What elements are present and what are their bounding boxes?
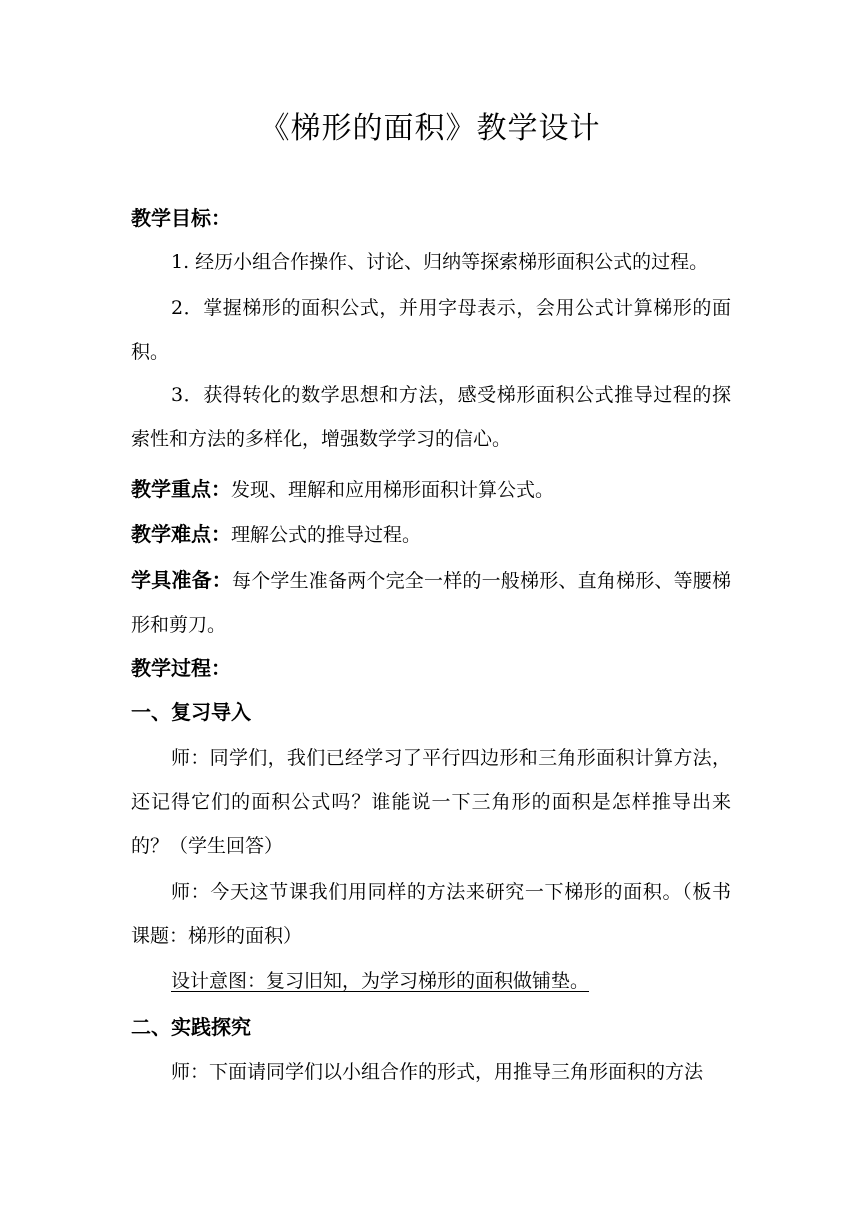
section-1-paragraph-1-text: 师：同学们，我们已经学习了平行四边形和三角形面积计算方法，还记得它们的面积公式吗？谁能说一下三角形的面积是怎样推导出来的？（学生回答） [131, 747, 731, 857]
objective-2 [131, 286, 731, 374]
design-intent-text: 设计意图：复习旧知，为学习梯形的面积做铺垫。 [171, 970, 590, 992]
process-heading-text: 教学过程： [131, 656, 231, 680]
section-1-heading-text: 一、复习导入 [131, 700, 251, 724]
difficulty-text: 理解公式的推导过程。 [231, 524, 422, 546]
document-title: 《梯形的面积》教学设计 [259, 111, 601, 146]
difficulty [131, 512, 731, 557]
section-2-paragraph [131, 1050, 731, 1094]
key-point-text: 发现、理解和应用梯形面积计算公式。 [231, 479, 555, 501]
objective-3 [131, 373, 731, 461]
materials-text: 每个学生准备两个完全一样的一般梯形、直角梯形、等腰梯形和剪刀。 [131, 570, 731, 636]
objectives-heading [131, 196, 731, 240]
objective-2-text: 2．掌握梯形的面积公式，并用字母表示，会用公式计算梯形的面积。 [131, 297, 731, 363]
difficulty-label: 教学难点： [131, 522, 231, 546]
design-intent [131, 959, 731, 1003]
materials [131, 558, 731, 647]
materials-label: 学具准备： [131, 568, 232, 592]
section-1-paragraph-2-text: 师：今天这节课我们用同样的方法来研究一下梯形的面积。（板书课题：梯形的面积） [131, 881, 731, 947]
objective-1-text: 1. 经历小组合作操作、讨论、归纳等探索梯形面积公式的过程。 [171, 251, 709, 273]
key-point [131, 467, 731, 512]
objectives-heading-text: 教学目标： [131, 206, 231, 230]
section-1-paragraph-1 [131, 736, 731, 868]
objective-3-text: 3．获得转化的数学思想和方法，感受梯形面积公式推导过程的探索性和方法的多样化，增强数学学习的信心。 [131, 384, 731, 450]
objective-1 [131, 240, 731, 284]
section-1-paragraph-2 [131, 870, 731, 958]
key-point-label: 教学重点： [131, 477, 231, 501]
section-2-heading [131, 1005, 731, 1049]
section-2-paragraph-text: 师：下面请同学们以小组合作的形式，用推导三角形面积的方法 [171, 1061, 704, 1083]
section-1-heading [131, 690, 731, 734]
process-heading [131, 646, 731, 690]
section-2-heading-text: 二、实践探究 [131, 1015, 251, 1039]
